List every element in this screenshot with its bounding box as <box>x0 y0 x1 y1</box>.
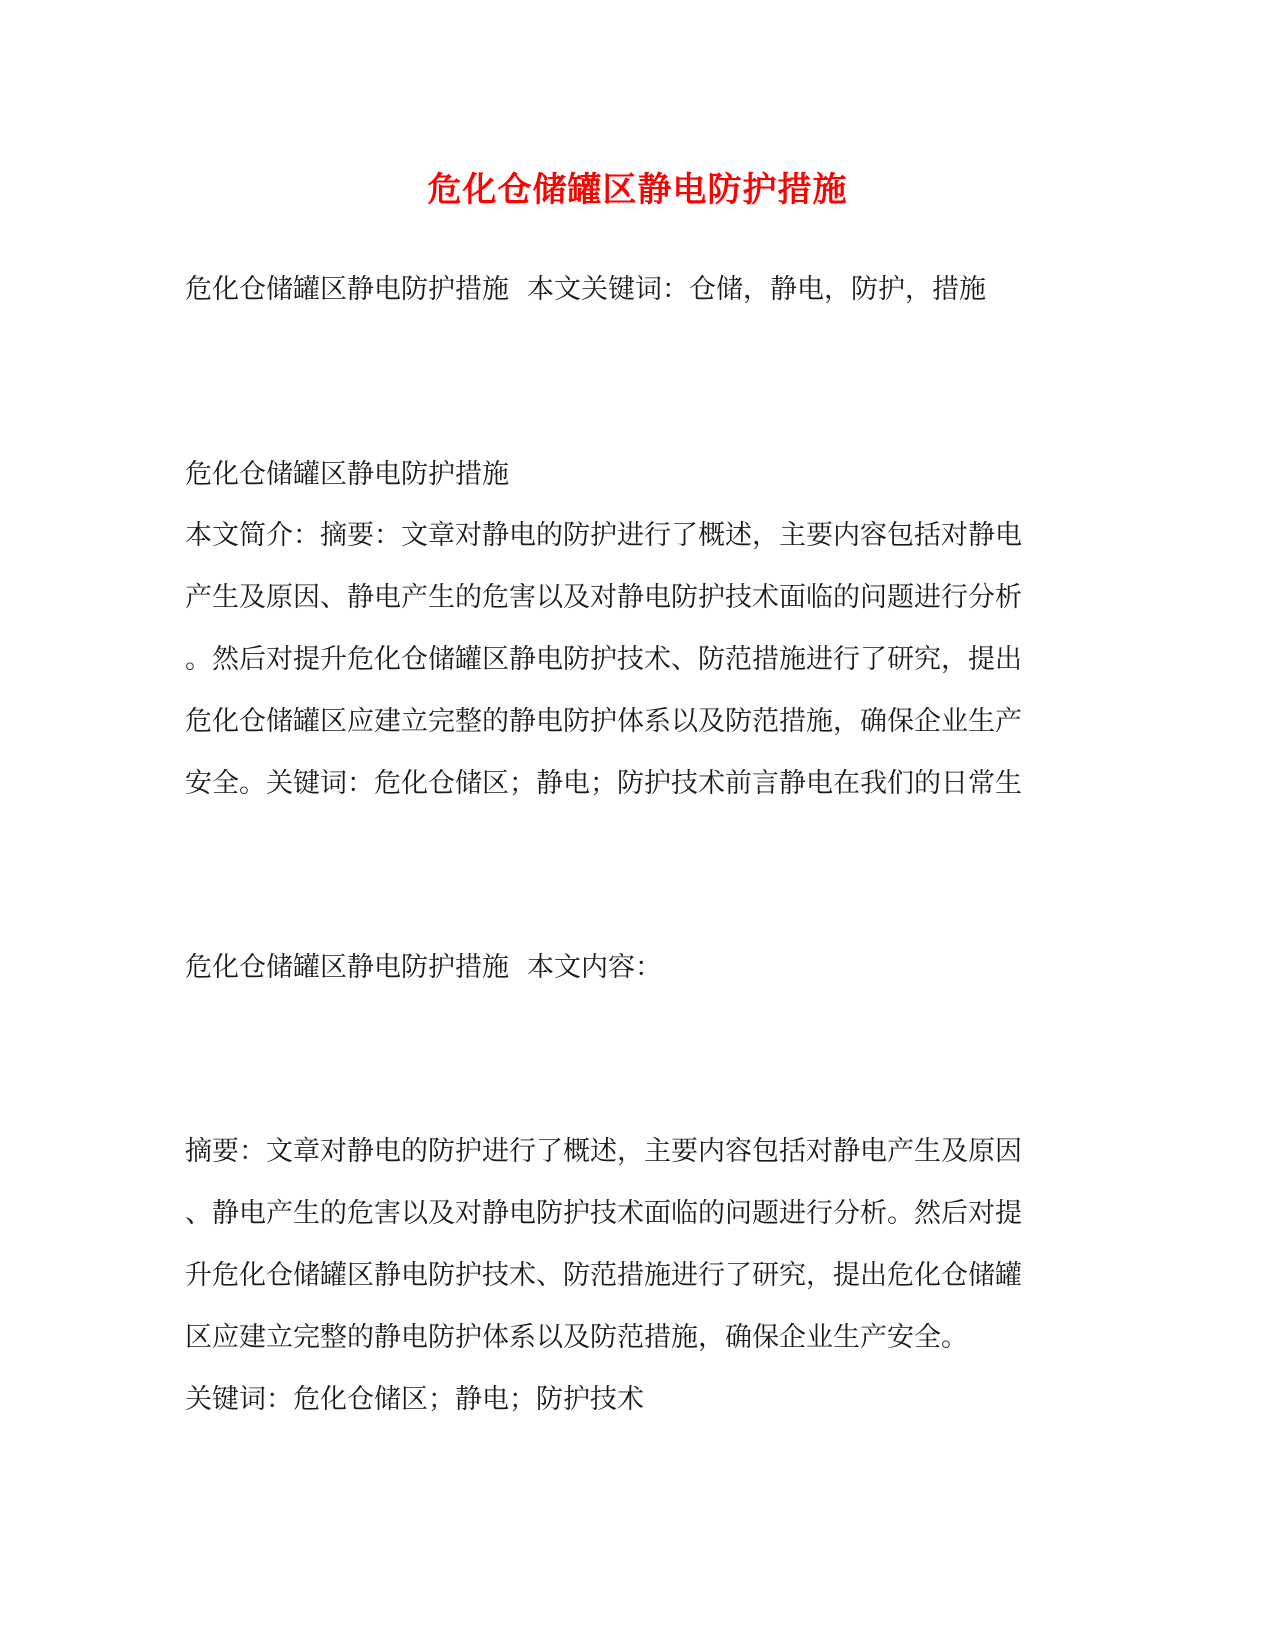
section-heading: 危化仓储罐区静电防护措施 <box>185 459 509 490</box>
content-line <box>185 950 1085 986</box>
keywords-line <box>185 272 1085 308</box>
abstract-line: 升危化仓储罐区静电防护技术、防范措施进行了研究，提出危化仓储罐 <box>185 1260 1022 1291</box>
keywords-line-prefix: 危化仓储罐区静电防护措施 <box>185 274 509 305</box>
abstract-line: 、静电产生的危害以及对静电防护技术面临的问题进行分析。然后对提 <box>185 1198 1022 1229</box>
intro-line: 产生及原因、静电产生的危害以及对静电防护技术面临的问题进行分析 <box>185 582 1022 613</box>
intro-line: 本文简介：摘要：文章对静电的防护进行了概述，主要内容包括对静电 <box>185 520 1022 551</box>
intro-line: 安全。关键词：危化仓储区；静电；防护技术前言静电在我们的日常生 <box>185 768 1022 799</box>
content-line-prefix: 危化仓储罐区静电防护措施 <box>185 952 509 983</box>
intro-line: 。然后对提升危化仓储罐区静电防护技术、防范措施进行了研究，提出 <box>185 644 1022 675</box>
abstract-line: 区应建立完整的静电防护体系以及防范措施，确保企业生产安全。 <box>185 1322 968 1353</box>
keywords-final: 关键词：危化仓储区；静电；防护技术 <box>185 1384 644 1415</box>
content-line-label: 本文内容： <box>527 952 662 983</box>
document-title: 危化仓储罐区静电防护措施 <box>427 170 848 210</box>
intro-line: 危化仓储罐区应建立完整的静电防护体系以及防范措施，确保企业生产 <box>185 706 1022 737</box>
abstract-line: 摘要：文章对静电的防护进行了概述，主要内容包括对静电产生及原因 <box>185 1136 1022 1167</box>
keywords-line-label: 本文关键词：仓储，静电，防护，措施 <box>527 274 986 305</box>
